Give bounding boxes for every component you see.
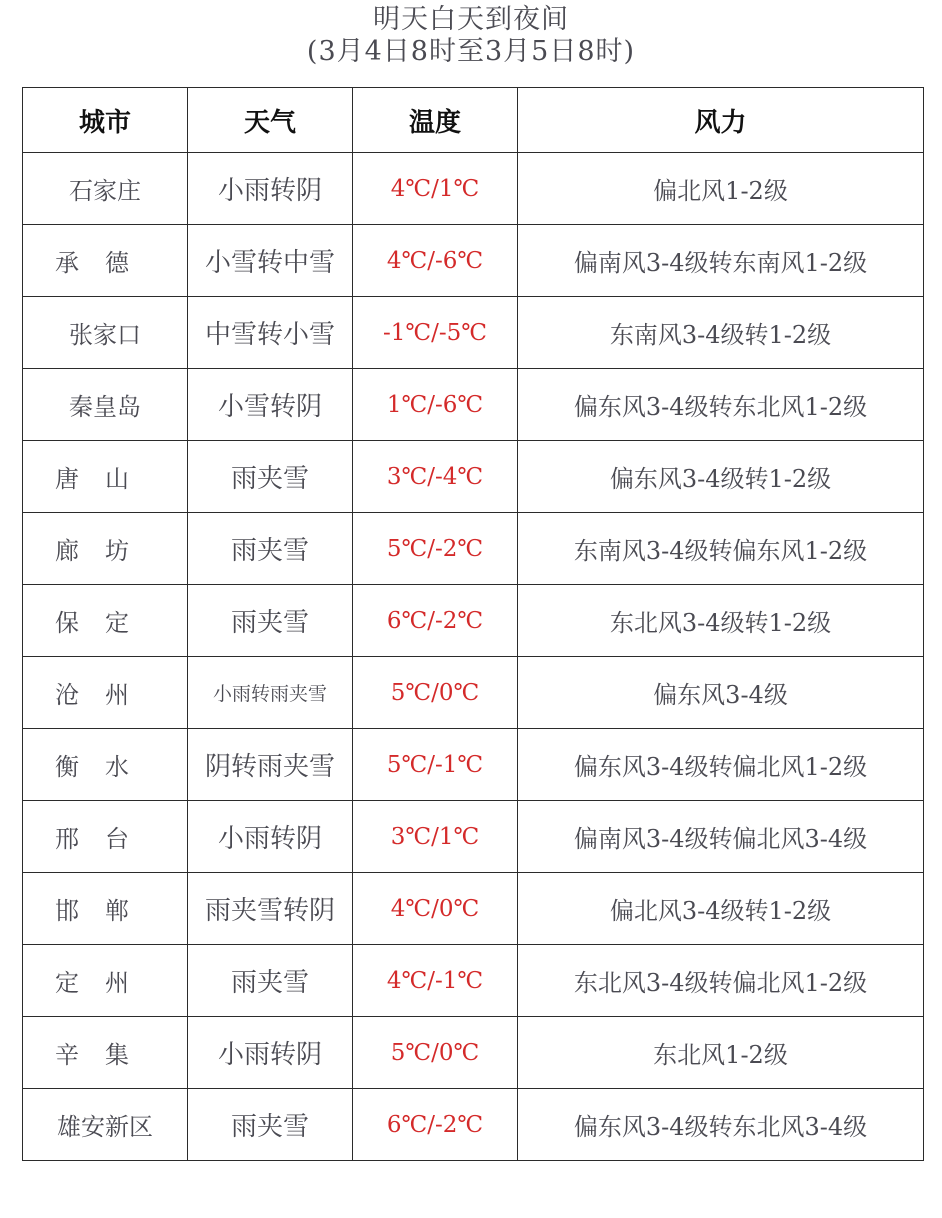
city-cell: 承德 [23, 225, 188, 297]
weather-cell: 雨夹雪 [188, 441, 353, 513]
city-cell: 保定 [23, 585, 188, 657]
weather-cell: 小雨转阴 [188, 1017, 353, 1089]
temperature-cell: 4℃/-1℃ [353, 945, 518, 1017]
temperature-cell: 6℃/-2℃ [353, 585, 518, 657]
forecast-header [0, 4, 942, 68]
weather-forecast-table [22, 87, 924, 1161]
header-wind: 风力 [518, 88, 924, 153]
table-row [23, 297, 924, 369]
wind-cell: 偏东风3-4级转东北风1-2级 [518, 369, 924, 441]
table-row [23, 369, 924, 441]
weather-cell: 小雨转阴 [188, 801, 353, 873]
wind-cell: 偏东风3-4级转1-2级 [518, 441, 924, 513]
city-cell: 张家口 [23, 297, 188, 369]
city-cell: 邢台 [23, 801, 188, 873]
wind-cell: 东北风3-4级转1-2级 [518, 585, 924, 657]
wind-cell: 偏东风3-4级转东北风3-4级 [518, 1089, 924, 1161]
wind-cell: 偏北风3-4级转1-2级 [518, 873, 924, 945]
weather-cell: 小雪转中雪 [188, 225, 353, 297]
temperature-cell: 4℃/0℃ [353, 873, 518, 945]
city-cell: 衡水 [23, 729, 188, 801]
time-range-subtitle: (3月4日8时至3月5日8时) [306, 36, 636, 67]
temperature-cell: 4℃/-6℃ [353, 225, 518, 297]
temperature-cell: 5℃/-2℃ [353, 513, 518, 585]
wind-cell: 偏东风3-4级转偏北风1-2级 [518, 729, 924, 801]
weather-cell: 雨夹雪 [188, 585, 353, 657]
table-row [23, 801, 924, 873]
wind-cell: 东南风3-4级转1-2级 [518, 297, 924, 369]
city-cell: 秦皇岛 [23, 369, 188, 441]
city-cell: 唐山 [23, 441, 188, 513]
weather-cell: 雨夹雪 [188, 1089, 353, 1161]
table-row [23, 873, 924, 945]
wind-cell: 东南风3-4级转偏东风1-2级 [518, 513, 924, 585]
temperature-cell: 6℃/-2℃ [353, 1089, 518, 1161]
city-cell: 邯郸 [23, 873, 188, 945]
wind-cell: 偏东风3-4级 [518, 657, 924, 729]
weather-cell: 小雨转雨夹雪 [188, 657, 353, 729]
temperature-cell: -1℃/-5℃ [353, 297, 518, 369]
table-row [23, 1089, 924, 1161]
temperature-cell: 1℃/-6℃ [353, 369, 518, 441]
table-row [23, 585, 924, 657]
city-cell: 廊坊 [23, 513, 188, 585]
weather-cell: 小雨转阴 [188, 153, 353, 225]
table-row [23, 1017, 924, 1089]
wind-cell: 偏北风1-2级 [518, 153, 924, 225]
page-title: 明天白天到夜间 [373, 4, 569, 35]
wind-cell: 偏南风3-4级转东南风1-2级 [518, 225, 924, 297]
table-row [23, 225, 924, 297]
city-cell: 雄安新区 [23, 1089, 188, 1161]
header-city: 城市 [23, 88, 188, 153]
temperature-cell: 3℃/-4℃ [353, 441, 518, 513]
temperature-cell: 5℃/0℃ [353, 657, 518, 729]
temperature-cell: 5℃/-1℃ [353, 729, 518, 801]
temperature-cell: 5℃/0℃ [353, 1017, 518, 1089]
weather-cell: 雨夹雪转阴 [188, 873, 353, 945]
temperature-cell: 4℃/1℃ [353, 153, 518, 225]
temperature-cell: 3℃/1℃ [353, 801, 518, 873]
table-row [23, 657, 924, 729]
wind-cell: 偏南风3-4级转偏北风3-4级 [518, 801, 924, 873]
city-cell: 辛集 [23, 1017, 188, 1089]
table-row [23, 945, 924, 1017]
weather-cell: 中雪转小雪 [188, 297, 353, 369]
wind-cell: 东北风3-4级转偏北风1-2级 [518, 945, 924, 1017]
city-cell: 石家庄 [23, 153, 188, 225]
city-cell: 沧州 [23, 657, 188, 729]
header-weather: 天气 [188, 88, 353, 153]
table-header-row [23, 88, 924, 153]
table-row [23, 441, 924, 513]
weather-cell: 雨夹雪 [188, 945, 353, 1017]
wind-cell: 东北风1-2级 [518, 1017, 924, 1089]
weather-cell: 雨夹雪 [188, 513, 353, 585]
city-cell: 定州 [23, 945, 188, 1017]
weather-cell: 阴转雨夹雪 [188, 729, 353, 801]
table-row [23, 513, 924, 585]
header-temperature: 温度 [353, 88, 518, 153]
weather-cell: 小雪转阴 [188, 369, 353, 441]
table-row [23, 729, 924, 801]
table-row [23, 153, 924, 225]
